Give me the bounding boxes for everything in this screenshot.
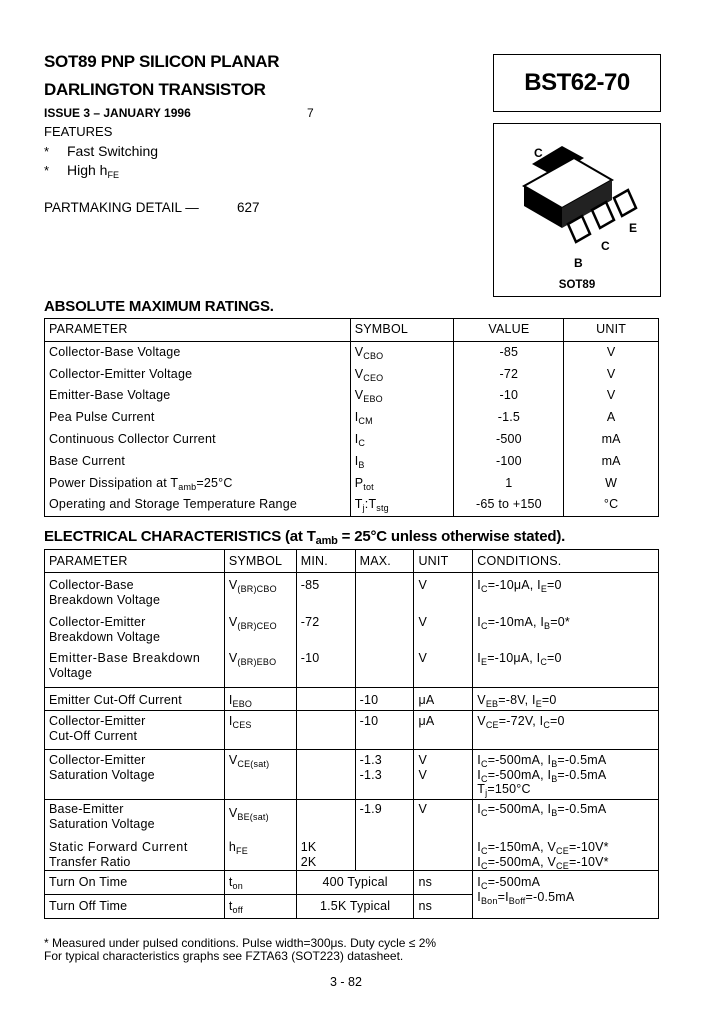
conditions-cell: $I_C=-150mA$, $V_{CE}=-10V*$ $I_C=-500mA$, $V_{CE}=-10V*$ bbox=[473, 838, 659, 871]
param-cell: Turn On Time bbox=[45, 871, 225, 895]
symbol-cell: $t_{on}$ bbox=[224, 871, 296, 895]
unit-cell: V bbox=[564, 341, 659, 363]
param-cell: Emitter-Base Voltage bbox=[45, 385, 351, 407]
unit-cell: μA bbox=[414, 688, 473, 711]
issue-number: 7 bbox=[307, 106, 314, 120]
unit-cell: V bbox=[414, 573, 473, 612]
header-parameter: PARAMETER bbox=[45, 550, 225, 573]
unit-cell: ns bbox=[414, 871, 473, 895]
max-cell bbox=[355, 838, 414, 871]
symbol-cell: $T_j:T_{stg}$ bbox=[350, 494, 454, 516]
header-symbol: SYMBOL bbox=[224, 550, 296, 573]
table-row bbox=[45, 711, 659, 750]
min-cell: 1K 2K bbox=[296, 838, 355, 871]
param-cell: Operating and Storage Temperature Range bbox=[45, 494, 351, 516]
param-cell: Static Forward Current Transfer Ratio bbox=[45, 838, 225, 871]
min-cell: -85 bbox=[296, 573, 355, 612]
max-cell: -10 bbox=[355, 711, 414, 750]
symbol-cell: $V_{CE(sat)}$ bbox=[224, 750, 296, 800]
max-cell bbox=[355, 649, 414, 688]
table-row bbox=[45, 451, 659, 473]
value-cell: 1 bbox=[454, 473, 564, 495]
param-cell: Base Current bbox=[45, 451, 351, 473]
table-row bbox=[45, 800, 659, 839]
unit-cell: mA bbox=[564, 451, 659, 473]
max-cell bbox=[355, 573, 414, 612]
unit-cell: V bbox=[564, 364, 659, 386]
feature-bullet-1: * bbox=[44, 144, 50, 159]
unit-cell: ns bbox=[414, 895, 473, 919]
sot89-package-diagram bbox=[494, 124, 660, 296]
unit-cell: V V bbox=[414, 750, 473, 800]
pin-label-c-top: C bbox=[534, 146, 543, 160]
table-row bbox=[45, 341, 659, 363]
param-cell: Turn Off Time bbox=[45, 895, 225, 919]
unit-cell: A bbox=[564, 407, 659, 429]
conditions-cell: $I_C=-500mA$, $I_B=-0.5mA$ bbox=[473, 800, 659, 839]
partmarking-value: 627 bbox=[237, 200, 260, 215]
symbol-cell: $I_{CES}$ bbox=[224, 711, 296, 750]
param-cell: Collector-Emitter Saturation Voltage bbox=[45, 750, 225, 800]
min-cell bbox=[296, 750, 355, 800]
symbol-cell: $t_{off}$ bbox=[224, 895, 296, 919]
part-number-box bbox=[493, 54, 661, 112]
min-cell: -72 bbox=[296, 611, 355, 649]
conditions-cell: $I_C=-10mA$, $I_B=0*$ bbox=[473, 611, 659, 649]
table-row bbox=[45, 838, 659, 871]
header-unit: UNIT bbox=[564, 319, 659, 342]
header-max: MAX. bbox=[355, 550, 414, 573]
conditions-cell: $I_C=-10\mu A$, $I_E=0$ bbox=[473, 573, 659, 612]
value-cell: -72 bbox=[454, 364, 564, 386]
footnote-graphs: For typical characteristics graphs see FZTA63 (SOT223) datasheet. bbox=[44, 949, 404, 963]
param-cell: Emitter-Base Breakdown Voltage bbox=[45, 649, 225, 688]
min-cell bbox=[296, 711, 355, 750]
conditions-cell: $V_{CE}=-72V$, $I_C=0$ bbox=[473, 711, 659, 750]
pin-label-c: C bbox=[601, 239, 610, 253]
table-row bbox=[45, 611, 659, 649]
amr-heading: ABSOLUTE MAXIMUM RATINGS. bbox=[44, 298, 274, 315]
table-row bbox=[45, 407, 659, 429]
unit-cell bbox=[414, 838, 473, 871]
conditions-cell: $I_C=-500mA$, $I_B=-0.5mA$ $I_C=-500mA$, $I_B=-0.5mA$ $T_j=150^\circ C$ bbox=[473, 750, 659, 800]
min-cell bbox=[296, 688, 355, 711]
pin-label-e: E bbox=[629, 221, 638, 235]
electrical-characteristics-table bbox=[44, 549, 659, 919]
unit-cell: W bbox=[564, 473, 659, 495]
symbol-cell: $I_B$ bbox=[350, 451, 454, 473]
param-cell: Power Dissipation at $T_{amb}=25^\circ C$ bbox=[45, 473, 351, 495]
package-box bbox=[493, 123, 661, 297]
header-unit: UNIT bbox=[414, 550, 473, 573]
value-cell: -10 bbox=[454, 385, 564, 407]
table-row bbox=[45, 573, 659, 612]
pin-label-b: B bbox=[574, 256, 583, 270]
unit-cell: °C bbox=[564, 494, 659, 516]
unit-cell: μA bbox=[414, 711, 473, 750]
value-cell: -85 bbox=[454, 341, 564, 363]
partmarking-label: PARTMAKING DETAIL — bbox=[44, 200, 199, 215]
features-heading: FEATURES bbox=[44, 124, 113, 139]
value-cell: -65 to +150 bbox=[454, 494, 564, 516]
param-cell: Collector-Base Breakdown Voltage bbox=[45, 573, 225, 612]
symbol-cell: $V_{EBO}$ bbox=[350, 385, 454, 407]
conditions-cell: $I_C=-500mA$ $I_{Bon}=I_{Boff}=-0.5mA$ bbox=[473, 871, 659, 919]
symbol-cell: $I_C$ bbox=[350, 429, 454, 451]
symbol-cell: $P_{tot}$ bbox=[350, 473, 454, 495]
value-cell: -100 bbox=[454, 451, 564, 473]
header-parameter: PARAMETER bbox=[45, 319, 351, 342]
table-row bbox=[45, 385, 659, 407]
unit-cell: mA bbox=[564, 429, 659, 451]
symbol-cell: $V_{(BR)EBO}$ bbox=[224, 649, 296, 688]
header-value: VALUE bbox=[454, 319, 564, 342]
conditions-cell: $I_E=-10\mu A$, $I_C=0$ bbox=[473, 649, 659, 688]
value-cell: -1.5 bbox=[454, 407, 564, 429]
title-line-2: DARLINGTON TRANSISTOR bbox=[44, 80, 266, 99]
feature-bullet-2: * bbox=[44, 163, 50, 178]
symbol-cell: $V_{(BR)CEO}$ bbox=[224, 611, 296, 649]
feature-fast-switching: Fast Switching bbox=[67, 143, 159, 159]
symbol-cell: $I_{CM}$ bbox=[350, 407, 454, 429]
min-cell bbox=[296, 800, 355, 839]
header-symbol: SYMBOL bbox=[350, 319, 454, 342]
package-label: SOT89 bbox=[558, 279, 596, 291]
unit-cell: V bbox=[414, 611, 473, 649]
typical-cell: 1.5K Typical bbox=[296, 895, 414, 919]
title-line-1: SOT89 PNP SILICON PLANAR bbox=[44, 52, 280, 71]
table-row bbox=[45, 473, 659, 495]
table-row bbox=[45, 649, 659, 688]
symbol-cell: $V_{CBO}$ bbox=[350, 341, 454, 363]
table-row bbox=[45, 429, 659, 451]
conditions-cell: $V_{EB}=-8V$, $I_E=0$ bbox=[473, 688, 659, 711]
symbol-cell: $V_{BE(sat)}$ bbox=[224, 800, 296, 839]
table-header-row bbox=[45, 550, 659, 573]
unit-cell: V bbox=[564, 385, 659, 407]
param-cell: Collector-Emitter Voltage bbox=[45, 364, 351, 386]
symbol-cell: $I_{EBO}$ bbox=[224, 688, 296, 711]
max-cell bbox=[355, 611, 414, 649]
symbol-cell: $V_{(BR)CBO}$ bbox=[224, 573, 296, 612]
absolute-max-ratings-table bbox=[44, 318, 659, 517]
param-cell: Continuous Collector Current bbox=[45, 429, 351, 451]
ec-heading: ELECTRICAL CHARACTERISTICS (at $T_{amb} = 25^\circ C$ unless otherwise stated). bbox=[44, 528, 566, 547]
footnote-pulsed: * Measured under pulsed conditions. Pulse width=300μs. Duty cycle ≤ 2% bbox=[44, 936, 437, 950]
table-row bbox=[45, 688, 659, 711]
param-cell: Collector-Base Voltage bbox=[45, 341, 351, 363]
issue-label: ISSUE 3 – JANUARY 1996 bbox=[44, 106, 191, 120]
table-row bbox=[45, 364, 659, 386]
header-min: MIN. bbox=[296, 550, 355, 573]
typical-cell: 400 Typical bbox=[296, 871, 414, 895]
feature-high-hfe: High $h_{FE}$ bbox=[67, 162, 119, 180]
page-number: 3 - 82 bbox=[330, 975, 362, 989]
min-cell: -10 bbox=[296, 649, 355, 688]
max-cell: -10 bbox=[355, 688, 414, 711]
table-row bbox=[45, 750, 659, 800]
max-cell: -1.9 bbox=[355, 800, 414, 839]
param-cell: Emitter Cut-Off Current bbox=[45, 688, 225, 711]
unit-cell: V bbox=[414, 800, 473, 839]
param-cell: Base-Emitter Saturation Voltage bbox=[45, 800, 225, 839]
unit-cell: V bbox=[414, 649, 473, 688]
max-cell: -1.3 -1.3 bbox=[355, 750, 414, 800]
symbol-cell: $V_{CEO}$ bbox=[350, 364, 454, 386]
param-cell: Collector-Emitter Cut-Off Current bbox=[45, 711, 225, 750]
table-row bbox=[45, 494, 659, 516]
table-row bbox=[45, 871, 659, 895]
param-cell: Pea Pulse Current bbox=[45, 407, 351, 429]
part-number: BST62-70 bbox=[524, 69, 630, 96]
symbol-cell: $h_{FE}$ bbox=[224, 838, 296, 871]
header-conditions: CONDITIONS. bbox=[473, 550, 659, 573]
table-header-row bbox=[45, 319, 659, 342]
param-cell: Collector-Emitter Breakdown Voltage bbox=[45, 611, 225, 649]
value-cell: -500 bbox=[454, 429, 564, 451]
